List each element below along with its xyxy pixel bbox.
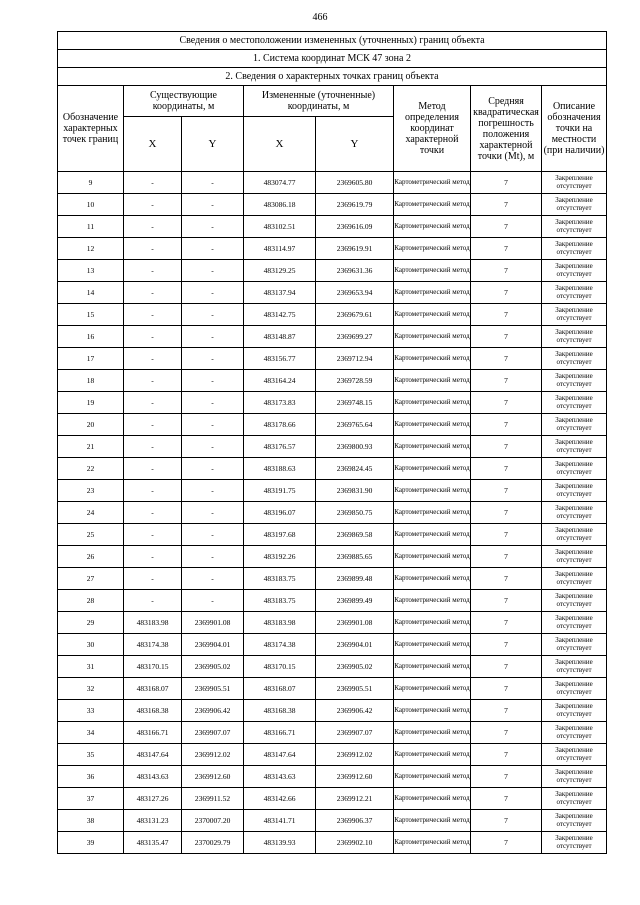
table-row bbox=[58, 590, 607, 612]
cell-changed-y: 2369912.60 bbox=[316, 766, 394, 788]
cell-existing-x: 483147.64 bbox=[124, 744, 182, 766]
table-row bbox=[58, 238, 607, 260]
cell-accuracy: 7 bbox=[471, 172, 542, 194]
table-row bbox=[58, 480, 607, 502]
cell-changed-x: 483197.68 bbox=[244, 524, 316, 546]
page-number: 466 bbox=[312, 12, 328, 23]
cell-method: Картометрический метод bbox=[394, 744, 471, 766]
cell-description: Закрепление отсутствует bbox=[542, 348, 607, 370]
cell-existing-y: - bbox=[182, 546, 244, 568]
cell-accuracy: 7 bbox=[471, 348, 542, 370]
cell-changed-x: 483188.63 bbox=[244, 458, 316, 480]
cell-accuracy: 7 bbox=[471, 590, 542, 612]
header-existing-y: Y bbox=[182, 117, 244, 172]
cell-accuracy: 7 bbox=[471, 304, 542, 326]
cell-method: Картометрический метод bbox=[394, 766, 471, 788]
cell-description: Закрепление отсутствует bbox=[542, 370, 607, 392]
cell-changed-y: 2369616.09 bbox=[316, 216, 394, 238]
cell-accuracy: 7 bbox=[471, 810, 542, 832]
table-row bbox=[58, 810, 607, 832]
header-existing-coords: Существующие координаты, м bbox=[124, 86, 244, 117]
cell-method: Картометрический метод bbox=[394, 260, 471, 282]
cell-method: Картометрический метод bbox=[394, 348, 471, 370]
table-row bbox=[58, 458, 607, 480]
cell-existing-x: - bbox=[124, 414, 182, 436]
cell-method: Картометрический метод bbox=[394, 326, 471, 348]
cell-changed-x: 483137.94 bbox=[244, 282, 316, 304]
header-changed-y: Y bbox=[316, 117, 394, 172]
cell-description: Закрепление отсутствует bbox=[542, 546, 607, 568]
cell-existing-x: - bbox=[124, 194, 182, 216]
cell-point: 34 bbox=[58, 722, 124, 744]
cell-existing-x: 483168.07 bbox=[124, 678, 182, 700]
table-row bbox=[58, 832, 607, 854]
cell-existing-y: - bbox=[182, 194, 244, 216]
cell-point: 29 bbox=[58, 612, 124, 634]
cell-existing-y: - bbox=[182, 326, 244, 348]
cell-point: 24 bbox=[58, 502, 124, 524]
cell-changed-x: 483143.63 bbox=[244, 766, 316, 788]
cell-changed-x: 483174.38 bbox=[244, 634, 316, 656]
cell-existing-y: - bbox=[182, 590, 244, 612]
cell-changed-x: 483191.75 bbox=[244, 480, 316, 502]
cell-existing-y: - bbox=[182, 392, 244, 414]
cell-description: Закрепление отсутствует bbox=[542, 612, 607, 634]
cell-changed-y: 2369824.45 bbox=[316, 458, 394, 480]
cell-existing-y: 2369901.08 bbox=[182, 612, 244, 634]
cell-description: Закрепление отсутствует bbox=[542, 392, 607, 414]
cell-description: Закрепление отсутствует bbox=[542, 678, 607, 700]
table-row bbox=[58, 700, 607, 722]
cell-method: Картометрический метод bbox=[394, 414, 471, 436]
cell-point: 14 bbox=[58, 282, 124, 304]
table-row bbox=[58, 194, 607, 216]
cell-changed-y: 2369605.80 bbox=[316, 172, 394, 194]
cell-description: Закрепление отсутствует bbox=[542, 172, 607, 194]
cell-point: 23 bbox=[58, 480, 124, 502]
cell-changed-y: 2369907.07 bbox=[316, 722, 394, 744]
cell-point: 26 bbox=[58, 546, 124, 568]
cell-accuracy: 7 bbox=[471, 678, 542, 700]
cell-changed-x: 483183.75 bbox=[244, 590, 316, 612]
header-accuracy: Средняя квадратическая погрешность положения характерной точки (Mt), м bbox=[471, 86, 542, 172]
cell-accuracy: 7 bbox=[471, 216, 542, 238]
table-row bbox=[58, 788, 607, 810]
cell-changed-y: 2369831.90 bbox=[316, 480, 394, 502]
table-row bbox=[58, 744, 607, 766]
cell-point: 10 bbox=[58, 194, 124, 216]
cell-changed-y: 2369899.49 bbox=[316, 590, 394, 612]
cell-existing-y: - bbox=[182, 568, 244, 590]
cell-method: Картометрический метод bbox=[394, 634, 471, 656]
cell-method: Картометрический метод bbox=[394, 788, 471, 810]
cell-description: Закрепление отсутствует bbox=[542, 568, 607, 590]
cell-accuracy: 7 bbox=[471, 370, 542, 392]
cell-accuracy: 7 bbox=[471, 326, 542, 348]
table-row bbox=[58, 326, 607, 348]
cell-method: Картометрический метод bbox=[394, 832, 471, 854]
cell-point: 20 bbox=[58, 414, 124, 436]
table-row bbox=[58, 348, 607, 370]
cell-description: Закрепление отсутствует bbox=[542, 722, 607, 744]
cell-changed-y: 2369912.21 bbox=[316, 788, 394, 810]
cell-existing-y: 2369907.07 bbox=[182, 722, 244, 744]
cell-existing-x: 483143.63 bbox=[124, 766, 182, 788]
cell-existing-y: 2369905.02 bbox=[182, 656, 244, 678]
header-changed-x: X bbox=[244, 117, 316, 172]
cell-existing-x: 483166.71 bbox=[124, 722, 182, 744]
cell-accuracy: 7 bbox=[471, 436, 542, 458]
cell-existing-y: - bbox=[182, 414, 244, 436]
cell-point: 13 bbox=[58, 260, 124, 282]
cell-changed-x: 483142.66 bbox=[244, 788, 316, 810]
cell-point: 31 bbox=[58, 656, 124, 678]
cell-existing-x: - bbox=[124, 524, 182, 546]
cell-method: Картометрический метод bbox=[394, 722, 471, 744]
cell-description: Закрепление отсутствует bbox=[542, 502, 607, 524]
cell-existing-x: - bbox=[124, 282, 182, 304]
cell-existing-y: - bbox=[182, 458, 244, 480]
cell-description: Закрепление отсутствует bbox=[542, 744, 607, 766]
cell-changed-x: 483166.71 bbox=[244, 722, 316, 744]
cell-existing-y: 2369904.01 bbox=[182, 634, 244, 656]
cell-changed-y: 2369899.48 bbox=[316, 568, 394, 590]
cell-existing-y: 2369911.52 bbox=[182, 788, 244, 810]
cell-existing-x: - bbox=[124, 546, 182, 568]
cell-description: Закрепление отсутствует bbox=[542, 304, 607, 326]
cell-existing-y: - bbox=[182, 238, 244, 260]
cell-method: Картометрический метод bbox=[394, 238, 471, 260]
cell-accuracy: 7 bbox=[471, 458, 542, 480]
cell-point: 39 bbox=[58, 832, 124, 854]
cell-accuracy: 7 bbox=[471, 656, 542, 678]
cell-changed-x: 483074.77 bbox=[244, 172, 316, 194]
cell-changed-y: 2369905.51 bbox=[316, 678, 394, 700]
cell-existing-x: 483131.23 bbox=[124, 810, 182, 832]
cell-changed-y: 2369906.37 bbox=[316, 810, 394, 832]
coordinate-system-title: 1. Система координат МСК 47 зона 2 bbox=[58, 50, 607, 68]
cell-description: Закрепление отсутствует bbox=[542, 590, 607, 612]
cell-existing-x: - bbox=[124, 458, 182, 480]
cell-point: 16 bbox=[58, 326, 124, 348]
cell-changed-y: 2369699.27 bbox=[316, 326, 394, 348]
cell-existing-y: - bbox=[182, 304, 244, 326]
header-existing-x: X bbox=[124, 117, 182, 172]
table-row bbox=[58, 172, 607, 194]
cell-accuracy: 7 bbox=[471, 722, 542, 744]
cell-existing-x: 483183.98 bbox=[124, 612, 182, 634]
cell-existing-y: 2369912.60 bbox=[182, 766, 244, 788]
cell-description: Закрепление отсутствует bbox=[542, 480, 607, 502]
cell-existing-y: - bbox=[182, 502, 244, 524]
cell-existing-y: - bbox=[182, 282, 244, 304]
cell-changed-x: 483139.93 bbox=[244, 832, 316, 854]
cell-method: Картометрический метод bbox=[394, 568, 471, 590]
boundary-points-table bbox=[57, 31, 607, 854]
cell-changed-x: 483196.07 bbox=[244, 502, 316, 524]
cell-changed-x: 483114.97 bbox=[244, 238, 316, 260]
cell-method: Картометрический метод bbox=[394, 370, 471, 392]
cell-existing-y: - bbox=[182, 480, 244, 502]
cell-method: Картометрический метод bbox=[394, 656, 471, 678]
section-title: Сведения о местоположении измененных (уточненных) границ объекта bbox=[58, 32, 607, 50]
cell-description: Закрепление отсутствует bbox=[542, 194, 607, 216]
cell-changed-x: 483156.77 bbox=[244, 348, 316, 370]
cell-point: 27 bbox=[58, 568, 124, 590]
cell-existing-y: 2370029.79 bbox=[182, 832, 244, 854]
cell-point: 36 bbox=[58, 766, 124, 788]
cell-description: Закрепление отсутствует bbox=[542, 326, 607, 348]
cell-accuracy: 7 bbox=[471, 832, 542, 854]
table-row bbox=[58, 436, 607, 458]
cell-point: 12 bbox=[58, 238, 124, 260]
table-row bbox=[58, 568, 607, 590]
cell-changed-y: 2369619.91 bbox=[316, 238, 394, 260]
cell-changed-x: 483183.98 bbox=[244, 612, 316, 634]
cell-accuracy: 7 bbox=[471, 502, 542, 524]
cell-changed-y: 2369904.01 bbox=[316, 634, 394, 656]
cell-changed-y: 2369902.10 bbox=[316, 832, 394, 854]
cell-existing-y: 2370007.20 bbox=[182, 810, 244, 832]
cell-description: Закрепление отсутствует bbox=[542, 524, 607, 546]
cell-changed-x: 483142.75 bbox=[244, 304, 316, 326]
cell-accuracy: 7 bbox=[471, 414, 542, 436]
cell-changed-y: 2369906.42 bbox=[316, 700, 394, 722]
cell-accuracy: 7 bbox=[471, 282, 542, 304]
table-row bbox=[58, 370, 607, 392]
cell-changed-x: 483168.07 bbox=[244, 678, 316, 700]
cell-method: Картометрический метод bbox=[394, 392, 471, 414]
cell-changed-x: 483176.57 bbox=[244, 436, 316, 458]
cell-existing-x: - bbox=[124, 436, 182, 458]
cell-existing-x: - bbox=[124, 568, 182, 590]
header-point-designation: Обозначение характерных точек границ bbox=[58, 86, 124, 172]
table-row bbox=[58, 392, 607, 414]
cell-point: 18 bbox=[58, 370, 124, 392]
cell-accuracy: 7 bbox=[471, 766, 542, 788]
table-row bbox=[58, 612, 607, 634]
cell-method: Картометрический метод bbox=[394, 700, 471, 722]
cell-accuracy: 7 bbox=[471, 480, 542, 502]
cell-changed-x: 483129.25 bbox=[244, 260, 316, 282]
cell-changed-x: 483141.71 bbox=[244, 810, 316, 832]
cell-changed-y: 2369679.61 bbox=[316, 304, 394, 326]
cell-accuracy: 7 bbox=[471, 568, 542, 590]
cell-description: Закрепление отсутствует bbox=[542, 414, 607, 436]
cell-existing-x: - bbox=[124, 260, 182, 282]
cell-existing-y: 2369912.02 bbox=[182, 744, 244, 766]
cell-method: Картометрический метод bbox=[394, 172, 471, 194]
cell-description: Закрепление отсутствует bbox=[542, 282, 607, 304]
cell-description: Закрепление отсутствует bbox=[542, 238, 607, 260]
cell-accuracy: 7 bbox=[471, 546, 542, 568]
cell-changed-y: 2369748.15 bbox=[316, 392, 394, 414]
cell-description: Закрепление отсутствует bbox=[542, 788, 607, 810]
cell-changed-x: 483183.75 bbox=[244, 568, 316, 590]
cell-point: 17 bbox=[58, 348, 124, 370]
cell-description: Закрепление отсутствует bbox=[542, 436, 607, 458]
table-row bbox=[58, 414, 607, 436]
cell-description: Закрепление отсутствует bbox=[542, 260, 607, 282]
cell-changed-y: 2369912.02 bbox=[316, 744, 394, 766]
cell-changed-x: 483086.18 bbox=[244, 194, 316, 216]
cell-method: Картометрический метод bbox=[394, 194, 471, 216]
header-method: Метод определения координат характерной точки bbox=[394, 86, 471, 172]
cell-existing-x: - bbox=[124, 326, 182, 348]
cell-method: Картометрический метод bbox=[394, 546, 471, 568]
cell-method: Картометрический метод bbox=[394, 524, 471, 546]
cell-existing-y: - bbox=[182, 524, 244, 546]
table-row bbox=[58, 656, 607, 678]
cell-changed-y: 2369901.08 bbox=[316, 612, 394, 634]
cell-point: 37 bbox=[58, 788, 124, 810]
cell-changed-y: 2369800.93 bbox=[316, 436, 394, 458]
cell-accuracy: 7 bbox=[471, 788, 542, 810]
table-row bbox=[58, 766, 607, 788]
cell-method: Картометрический метод bbox=[394, 678, 471, 700]
cell-changed-y: 2369653.94 bbox=[316, 282, 394, 304]
cell-description: Закрепление отсутствует bbox=[542, 832, 607, 854]
cell-existing-x: - bbox=[124, 370, 182, 392]
cell-accuracy: 7 bbox=[471, 634, 542, 656]
cell-method: Картометрический метод bbox=[394, 480, 471, 502]
cell-existing-y: 2369905.51 bbox=[182, 678, 244, 700]
cell-changed-x: 483164.24 bbox=[244, 370, 316, 392]
cell-method: Картометрический метод bbox=[394, 612, 471, 634]
cell-changed-y: 2369631.36 bbox=[316, 260, 394, 282]
cell-point: 19 bbox=[58, 392, 124, 414]
cell-description: Закрепление отсутствует bbox=[542, 810, 607, 832]
cell-accuracy: 7 bbox=[471, 260, 542, 282]
table-row bbox=[58, 282, 607, 304]
cell-changed-x: 483168.38 bbox=[244, 700, 316, 722]
header-description: Описание обозначения точки на местности (при наличии) bbox=[542, 86, 607, 172]
table-body bbox=[58, 172, 607, 854]
cell-changed-y: 2369712.94 bbox=[316, 348, 394, 370]
cell-existing-x: - bbox=[124, 502, 182, 524]
cell-method: Картометрический метод bbox=[394, 282, 471, 304]
cell-point: 33 bbox=[58, 700, 124, 722]
cell-method: Картометрический метод bbox=[394, 304, 471, 326]
cell-existing-x: - bbox=[124, 392, 182, 414]
cell-changed-y: 2369885.65 bbox=[316, 546, 394, 568]
cell-accuracy: 7 bbox=[471, 392, 542, 414]
table-row bbox=[58, 304, 607, 326]
table-row bbox=[58, 260, 607, 282]
cell-method: Картометрический метод bbox=[394, 216, 471, 238]
cell-changed-y: 2369905.02 bbox=[316, 656, 394, 678]
cell-existing-x: 483174.38 bbox=[124, 634, 182, 656]
cell-point: 25 bbox=[58, 524, 124, 546]
cell-existing-x: - bbox=[124, 238, 182, 260]
cell-description: Закрепление отсутствует bbox=[542, 458, 607, 480]
cell-existing-y: - bbox=[182, 216, 244, 238]
cell-description: Закрепление отсутствует bbox=[542, 216, 607, 238]
table-row bbox=[58, 524, 607, 546]
table-row bbox=[58, 502, 607, 524]
cell-method: Картометрический метод bbox=[394, 810, 471, 832]
table-row bbox=[58, 634, 607, 656]
cell-existing-y: 2369906.42 bbox=[182, 700, 244, 722]
cell-accuracy: 7 bbox=[471, 238, 542, 260]
cell-accuracy: 7 bbox=[471, 744, 542, 766]
cell-point: 11 bbox=[58, 216, 124, 238]
cell-existing-y: - bbox=[182, 348, 244, 370]
cell-description: Закрепление отсутствует bbox=[542, 656, 607, 678]
cell-accuracy: 7 bbox=[471, 612, 542, 634]
points-title: 2. Сведения о характерных точках границ объекта bbox=[58, 68, 607, 86]
table-row bbox=[58, 678, 607, 700]
table-row bbox=[58, 546, 607, 568]
cell-existing-x: - bbox=[124, 480, 182, 502]
cell-point: 32 bbox=[58, 678, 124, 700]
cell-changed-x: 483147.64 bbox=[244, 744, 316, 766]
cell-point: 35 bbox=[58, 744, 124, 766]
table-row bbox=[58, 722, 607, 744]
cell-description: Закрепление отсутствует bbox=[542, 700, 607, 722]
cell-method: Картометрический метод bbox=[394, 590, 471, 612]
cell-changed-x: 483102.51 bbox=[244, 216, 316, 238]
cell-changed-y: 2369619.79 bbox=[316, 194, 394, 216]
cell-changed-y: 2369728.59 bbox=[316, 370, 394, 392]
cell-existing-x: 483170.15 bbox=[124, 656, 182, 678]
header-changed-coords: Измененные (уточненные) координаты, м bbox=[244, 86, 394, 117]
cell-existing-x: - bbox=[124, 304, 182, 326]
cell-point: 21 bbox=[58, 436, 124, 458]
cell-existing-x: - bbox=[124, 172, 182, 194]
cell-existing-y: - bbox=[182, 260, 244, 282]
cell-changed-y: 2369765.64 bbox=[316, 414, 394, 436]
cell-point: 22 bbox=[58, 458, 124, 480]
cell-existing-x: 483168.38 bbox=[124, 700, 182, 722]
cell-changed-x: 483170.15 bbox=[244, 656, 316, 678]
cell-existing-y: - bbox=[182, 370, 244, 392]
cell-point: 28 bbox=[58, 590, 124, 612]
cell-method: Картометрический метод bbox=[394, 436, 471, 458]
cell-changed-x: 483173.83 bbox=[244, 392, 316, 414]
cell-method: Картометрический метод bbox=[394, 458, 471, 480]
cell-existing-x: - bbox=[124, 216, 182, 238]
cell-existing-x: - bbox=[124, 590, 182, 612]
cell-accuracy: 7 bbox=[471, 194, 542, 216]
cell-existing-x: - bbox=[124, 348, 182, 370]
cell-accuracy: 7 bbox=[471, 700, 542, 722]
cell-description: Закрепление отсутствует bbox=[542, 634, 607, 656]
cell-point: 9 bbox=[58, 172, 124, 194]
cell-existing-y: - bbox=[182, 436, 244, 458]
cell-changed-y: 2369850.75 bbox=[316, 502, 394, 524]
cell-description: Закрепление отсутствует bbox=[542, 766, 607, 788]
cell-point: 30 bbox=[58, 634, 124, 656]
cell-point: 15 bbox=[58, 304, 124, 326]
cell-changed-y: 2369869.58 bbox=[316, 524, 394, 546]
cell-existing-x: 483127.26 bbox=[124, 788, 182, 810]
cell-existing-y: - bbox=[182, 172, 244, 194]
cell-changed-x: 483192.26 bbox=[244, 546, 316, 568]
table-row bbox=[58, 216, 607, 238]
cell-changed-x: 483178.66 bbox=[244, 414, 316, 436]
cell-point: 38 bbox=[58, 810, 124, 832]
cell-method: Картометрический метод bbox=[394, 502, 471, 524]
cell-accuracy: 7 bbox=[471, 524, 542, 546]
cell-changed-x: 483148.87 bbox=[244, 326, 316, 348]
cell-existing-x: 483135.47 bbox=[124, 832, 182, 854]
